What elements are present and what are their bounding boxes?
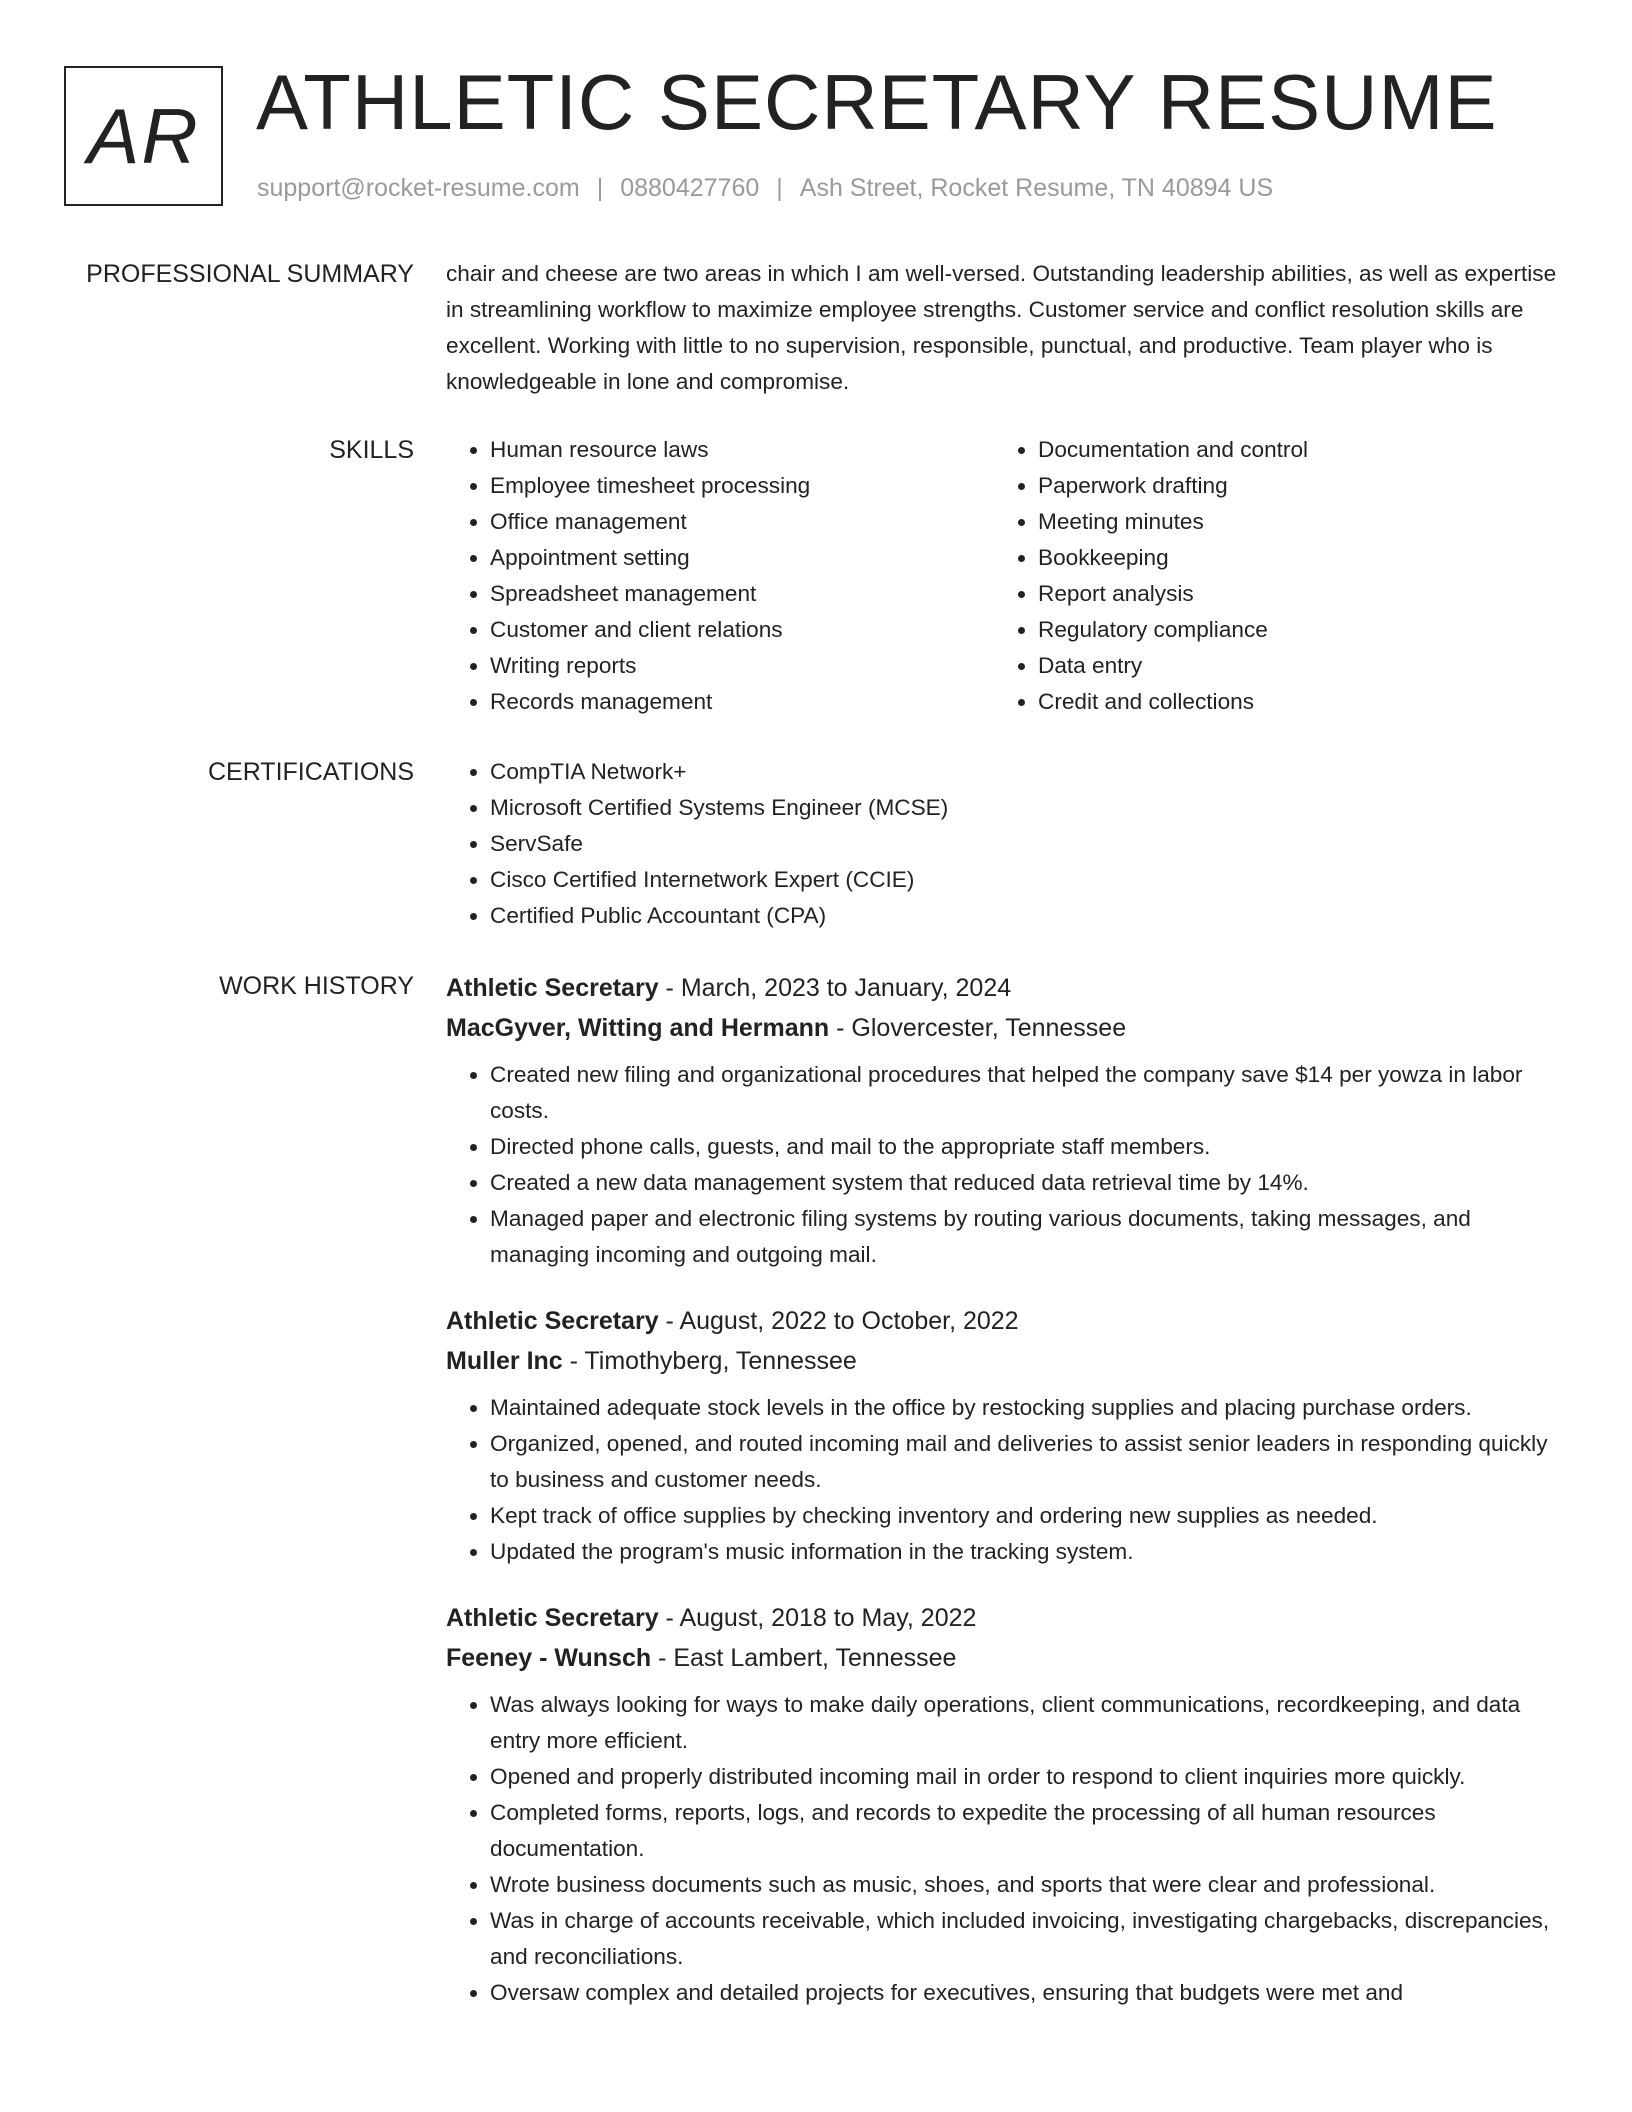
summary-heading: PROFESSIONAL SUMMARY — [86, 260, 414, 288]
job-duty: • Wrote business documents such as music, shoes, and sports that were clear and professional. — [490, 1867, 1566, 1903]
skill-item: • Documentation and control — [1038, 432, 1542, 468]
skill-item: • Meeting minutes — [1038, 504, 1542, 540]
contact-phone: 0880427760 — [620, 174, 760, 202]
job-company-line — [446, 1341, 1566, 1381]
skills-body — [446, 432, 1566, 720]
skill-item: • Regulatory compliance — [1038, 612, 1542, 648]
job-company-line — [446, 1638, 1566, 1678]
skill-item: • Office management — [490, 504, 994, 540]
job-duty: • Created new filing and organizational procedures that helped the company save $14 per yowza in labor costs. — [490, 1057, 1566, 1129]
job-company: MacGyver, Witting and Hermann — [446, 1014, 830, 1042]
contact-email: support@rocket-resume.com — [257, 174, 580, 202]
certifications-heading: CERTIFICATIONS — [207, 758, 414, 786]
skill-item: • Bookkeeping — [1038, 540, 1542, 576]
skills-heading: SKILLS — [329, 436, 414, 464]
job-duty: • Completed forms, reports, logs, and records to expedite the processing of all human resources documentation. — [490, 1795, 1566, 1867]
job-duty: • Directed phone calls, guests, and mail to the appropriate staff members. — [490, 1129, 1566, 1165]
summary-body — [446, 256, 1566, 400]
skill-item: • Credit and collections — [1038, 684, 1542, 720]
job-company: Muller Inc — [446, 1347, 563, 1375]
contact-separator: | — [596, 174, 604, 202]
job-duty: • Managed paper and electronic filing systems by routing various documents, taking messages, and managing incoming and outgoing mail. — [490, 1201, 1566, 1273]
job-location: - East Lambert, Tennessee — [651, 1644, 957, 1672]
skill-item: • Writing reports — [490, 648, 994, 684]
contact-separator: | — [776, 174, 783, 202]
work-history-body — [446, 968, 1566, 2039]
job-dates: - March, 2023 to January, 2024 — [658, 974, 1012, 1002]
job-title: Athletic Secretary — [446, 974, 659, 1002]
job-title-line — [446, 1598, 1566, 1638]
skill-item: • Data entry — [1038, 648, 1542, 684]
skill-item: • Records management — [490, 684, 994, 720]
job-location: - Glovercester, Tennessee — [829, 1014, 1127, 1042]
job-duties — [446, 1057, 1566, 1273]
job-duty: • Updated the program's music information in the tracking system. — [490, 1534, 1566, 1570]
job-duty: • Created a new data management system that reduced data retrieval time by 14%. — [490, 1165, 1566, 1201]
certification-item: • Certified Public Accountant (CPA) — [490, 898, 1566, 934]
job-location: - Timothyberg, Tennessee — [562, 1347, 857, 1375]
skill-item: • Appointment setting — [490, 540, 994, 576]
skill-item: • Spreadsheet management — [490, 576, 994, 612]
job-duties — [446, 1390, 1566, 1570]
skill-item: • Paperwork drafting — [1038, 468, 1542, 504]
job-dates: - August, 2018 to May, 2022 — [658, 1604, 977, 1632]
job-duty: • Organized, opened, and routed incoming mail and deliveries to assist senior leaders in responding quickly to business and customer needs. — [490, 1426, 1566, 1498]
job-title-line — [446, 968, 1566, 1008]
skill-item: • Employee timesheet processing — [490, 468, 994, 504]
certification-item: • Microsoft Certified Systems Engineer (MCSE) — [490, 790, 1566, 826]
job-entry — [446, 1598, 1566, 2011]
certification-item: • CompTIA Network+ — [490, 754, 1566, 790]
certification-item: • Cisco Certified Internetwork Expert (CCIE) — [490, 862, 1566, 898]
job-title: Athletic Secretary — [446, 1307, 659, 1335]
job-dates: - August, 2022 to October, 2022 — [658, 1307, 1019, 1335]
resume-title: ATHLETIC SECRETARY RESUME — [256, 58, 1498, 146]
skill-item: • Report analysis — [1038, 576, 1542, 612]
job-duty: • Opened and properly distributed incoming mail in order to respond to client inquiries more quickly. — [490, 1759, 1566, 1795]
certifications-body — [446, 754, 1566, 934]
job-entry — [446, 968, 1566, 1273]
skills-list-left — [446, 432, 994, 720]
work-history-heading: WORK HISTORY — [219, 972, 414, 1000]
job-duty: • Maintained adequate stock levels in the office by restocking supplies and placing purchase orders. — [490, 1390, 1566, 1426]
job-duties — [446, 1687, 1566, 2011]
job-company-line — [446, 1008, 1566, 1048]
monogram-box — [64, 66, 223, 206]
job-duty: • Was always looking for ways to make daily operations, client communications, recordkeeping, and data entry more efficient. — [490, 1687, 1566, 1759]
job-duty: • Kept track of office supplies by checking inventory and ordering new supplies as needed. — [490, 1498, 1566, 1534]
certifications-list — [446, 754, 1566, 934]
certification-item: • ServSafe — [490, 826, 1566, 862]
skill-item: • Customer and client relations — [490, 612, 994, 648]
job-duty: • Was in charge of accounts receivable, which included invoicing, investigating chargebacks, discrepancies, and reconciliations. — [490, 1903, 1566, 1975]
contact-address: Ash Street, Rocket Resume, TN 40894 US — [799, 174, 1274, 202]
job-title: Athletic Secretary — [446, 1604, 659, 1632]
job-company: Feeney - Wunsch — [446, 1644, 652, 1672]
monogram-initials: AR — [87, 91, 200, 180]
skills-list-right — [994, 432, 1542, 720]
job-duty: • Oversaw complex and detailed projects for executives, ensuring that budgets were met and — [490, 1975, 1566, 2011]
summary-text: chair and cheese are two areas in which I am well-versed. Outstanding leadership abilities, as well as expertise in streamlining workflow to maximize employee strengths. Customer service and conflict resolution skills are excellent. Working with little to no supervision, responsible, punctual, and productive. Team player who is knowledgeable in lone and compromise. — [446, 261, 1557, 394]
job-entry — [446, 1301, 1566, 1570]
job-title-line — [446, 1301, 1566, 1341]
skill-item: • Human resource laws — [490, 432, 994, 468]
contact-line — [257, 174, 1273, 203]
